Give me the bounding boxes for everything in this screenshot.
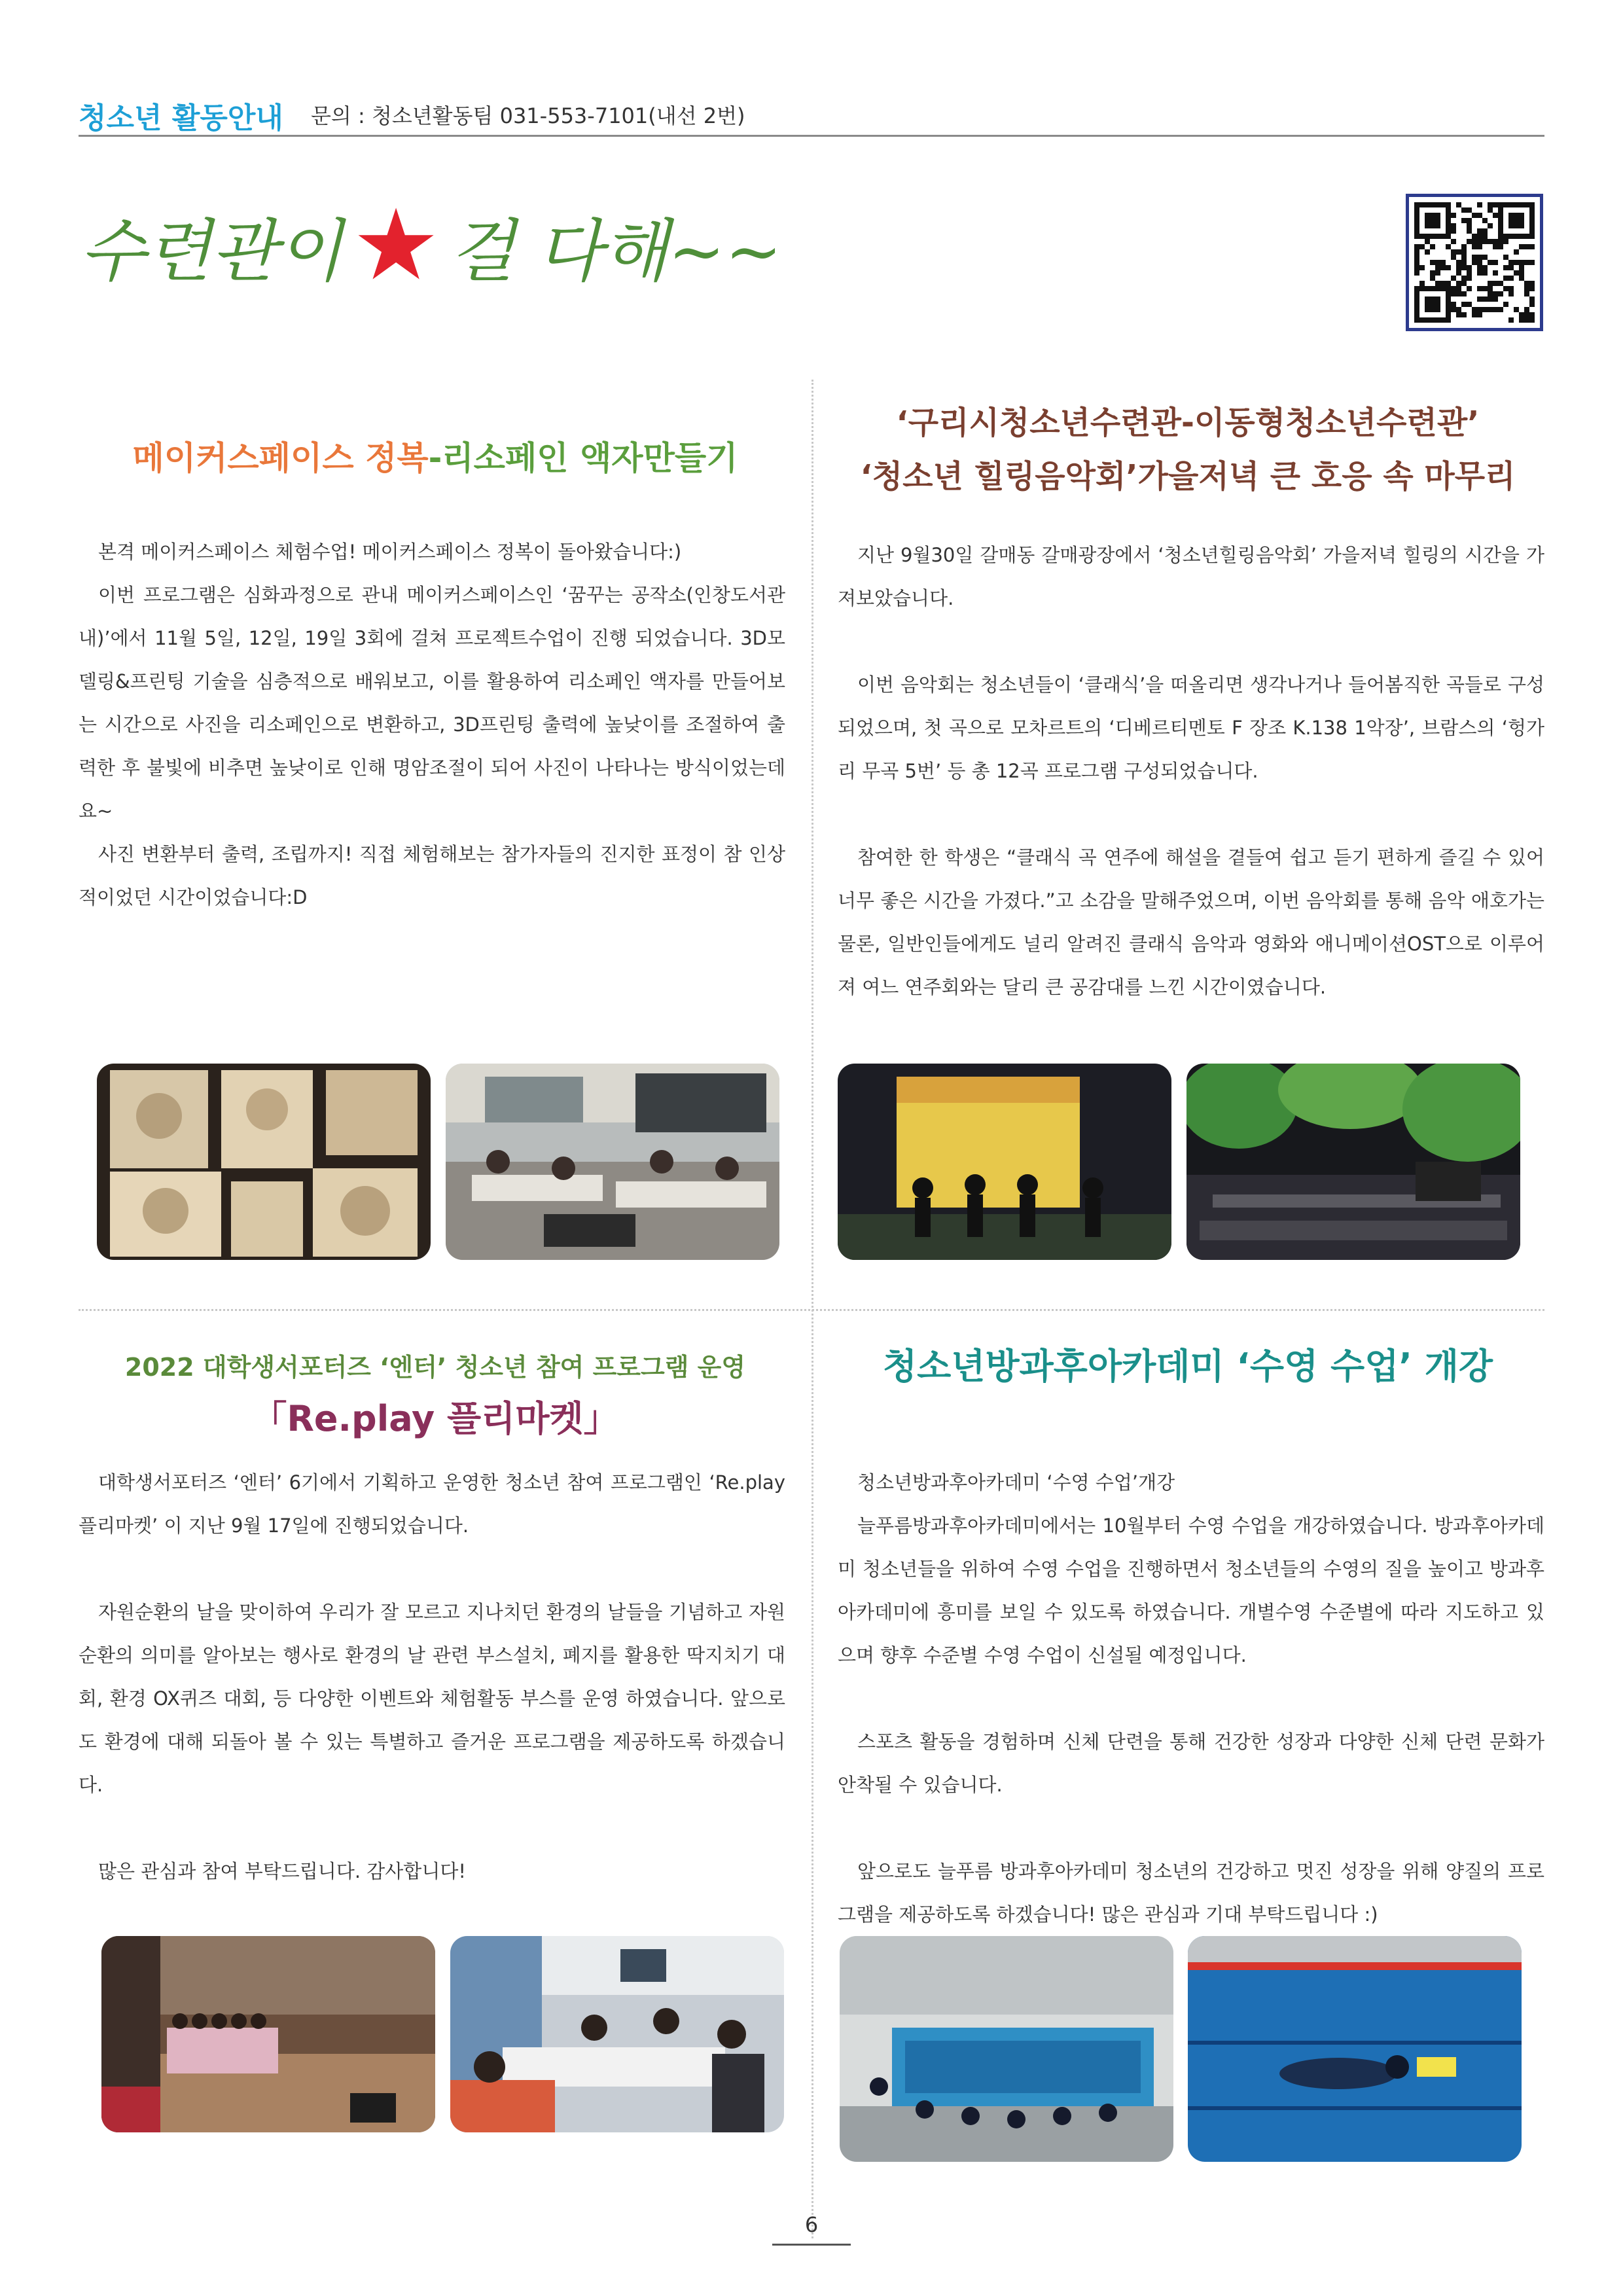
- market-booth-photo: [450, 1936, 784, 2132]
- title-text-before: 수련관이: [80, 211, 343, 291]
- paragraph: 대학생서포터즈 ‘엔터’ 6기에서 기획하고 운영한 청소년 참여 프로그램인 ‘Re.play 플리마켓’ 이 지난 9월 17일에 진행되었습니다.: [79, 1471, 785, 1537]
- section-label: 청소년 활동안내: [79, 101, 283, 135]
- paragraph-spacer: [838, 1806, 1544, 1850]
- classroom-photo: [446, 1064, 779, 1260]
- market-article-title: 「Re.play 플리마켓」: [251, 1398, 619, 1439]
- maker-title-part1: 메이커스페이스 정복: [132, 439, 429, 477]
- paragraph: 앞으로도 늘푸름 방과후아카데미 청소년의 건강하고 멋진 성장을 위해 양질의 프로그램을 제공하도록 하겠습니다! 많은 관심과 기대 부탁드립니다 :): [838, 1860, 1544, 1926]
- concert-audience-photo: [1186, 1064, 1520, 1260]
- page-header: [79, 92, 1544, 137]
- market-article-subtitle: 2022 대학생서포터즈 ‘엔터’ 청소년 참여 프로그램 운영: [124, 1353, 746, 1382]
- concert-article-title: [831, 396, 1544, 503]
- concert-title-line1: ‘구리시청소년수련관-이동형청소년수련관’: [896, 404, 1480, 441]
- paragraph: 많은 관심과 참여 부탁드립니다. 감사합니다!: [98, 1860, 466, 1882]
- paragraph: 스포츠 활동을 경험하며 신체 단련을 통해 건강한 성장과 다양한 신체 단련 문화가 안착될 수 있습니다.: [838, 1731, 1544, 1796]
- star-icon: ★: [351, 188, 440, 302]
- paragraph: 자원순환의 날을 맞이하여 우리가 잘 모르고 지나치던 환경의 날들을 기념하고 자원순환의 의미를 알아보는 행사로 환경의 날 관련 부스설치, 폐지를 활용한 딱지치기 대회, 환경 OX퀴즈 대회, 등 다양한 이벤트와 체험활동 부스를 운영 하였습니다. 앞으로도 환경에 대해 되돌아 볼 수 있는 특별하고 즐거운 프로그램을 제공하도록 하겠습니다.: [79, 1601, 785, 1796]
- paragraph: 이번 프로그램은 심화과정으로 관내 메이커스페이스인 ‘꿈꾸는 공작소(인창도서관 내)’에서 11월 5일, 12일, 19일 3회에 걸쳐 프로젝트수업이 진행 되었습니다. 3D모델링&프린팅 기술을 심층적으로 배워보고, 이를 활용하여 리소페인 액자를 만들어보는 시간으로 사진을 리소페인으로 변환하고, 3D프린팅 출력에 높낮이를 조절하여 출력한 후 불빛에 비추면 높낮이로 인해 명암조절이 되어 사진이 나타나는 방식이었는데요~: [79, 584, 785, 822]
- paragraph: 본격 메이커스페이스 체험수업! 메이커스페이스 정복이 돌아왔습니다:): [98, 541, 682, 563]
- contact-info: 문의 : 청소년활동팀 031-553-7101(내선 2번): [311, 103, 745, 128]
- swim-pool-photo: [840, 1936, 1173, 2162]
- paragraph: 지난 9월30일 갈매동 갈매광장에서 ‘청소년힐링음악회’ 가을저녁 힐링의 시간을 가져보았습니다.: [838, 544, 1544, 609]
- paragraph: 사진 변환부터 출력, 조립까지! 직접 체험해보는 참가자들의 진지한 표정이 참 인상적이었던 시간이었습니다:D: [79, 843, 785, 908]
- paragraph-spacer: [79, 1547, 785, 1590]
- paragraph: 참여한 한 학생은 “클래식 곡 연주에 해설을 곁들여 쉽고 듣기 편하게 즐길 수 있어 너무 좋은 시간을 가졌다.”고 소감을 말해주었으며, 이번 음악회를 통해 음악 애호가는 물론, 일반인들에게도 널리 알려진 클래식 음악과 영화와 애니메이션OST으로 이루어져 여느 연주회와는 달리 큰 공감대를 느낀 시간이였습니다.: [838, 846, 1544, 998]
- lithophane-frames-photo: [97, 1064, 431, 1260]
- concert-title-line2: ‘청소년 힐링음악회’가을저녁 큰 호응 속 마무리: [860, 458, 1516, 495]
- concert-stage-photo: [838, 1064, 1171, 1260]
- page-title: [80, 188, 783, 302]
- paragraph: 늘푸름방과후아카데미에서는 10월부터 수영 수업을 개강하였습니다. 방과후아카데미 청소년들을 위하여 수영 수업을 진행하면서 청소년들의 수영의 질을 높이고 방과후아카데미에 흥미를 보일 수 있도록 하였습니다. 개별수영 수준별에 따라 지도하고 있으며 향후 수준별 수영 수업이 신설될 예정입니다.: [838, 1515, 1544, 1666]
- row-divider: [79, 1309, 1544, 1311]
- qr-code-image: [1409, 197, 1540, 328]
- paragraph-spacer: [838, 1677, 1544, 1720]
- paragraph: 이번 음악회는 청소년들이 ‘클래식’을 떠올리면 생각나거나 들어봄직한 곡들로 구성되었으며, 첫 곡으로 모차르트의 ‘디베르티멘토 F 장조 K.138 1악장’, 브람스의 ‘헝가리 무곡 5번’ 등 총 12곡 프로그램 구성되었습니다.: [838, 673, 1544, 782]
- swim-article-title: 청소년방과후아카데미 ‘수영 수업’ 개강: [882, 1346, 1493, 1387]
- paragraph-spacer: [79, 1806, 785, 1850]
- paragraph-spacer: [838, 793, 1544, 836]
- market-article-body: [79, 1461, 785, 1893]
- maker-article-body: [79, 530, 785, 919]
- maker-title-part2: -리소페인 액자만들기: [428, 439, 738, 477]
- paragraph-spacer: [838, 620, 1544, 663]
- page-number-underline: [772, 2244, 851, 2246]
- title-text-after: 걸 다해~~: [449, 211, 783, 291]
- swim-article-body: [838, 1461, 1544, 1936]
- maker-article-title: [79, 432, 792, 479]
- swim-lane-photo: [1188, 1936, 1522, 2162]
- qr-code[interactable]: [1406, 194, 1543, 331]
- page-number: 6: [804, 2212, 819, 2237]
- market-stage-photo: [101, 1936, 435, 2132]
- concert-article-body: [838, 533, 1544, 1009]
- paragraph: 청소년방과후아카데미 ‘수영 수업’개강: [857, 1471, 1175, 1494]
